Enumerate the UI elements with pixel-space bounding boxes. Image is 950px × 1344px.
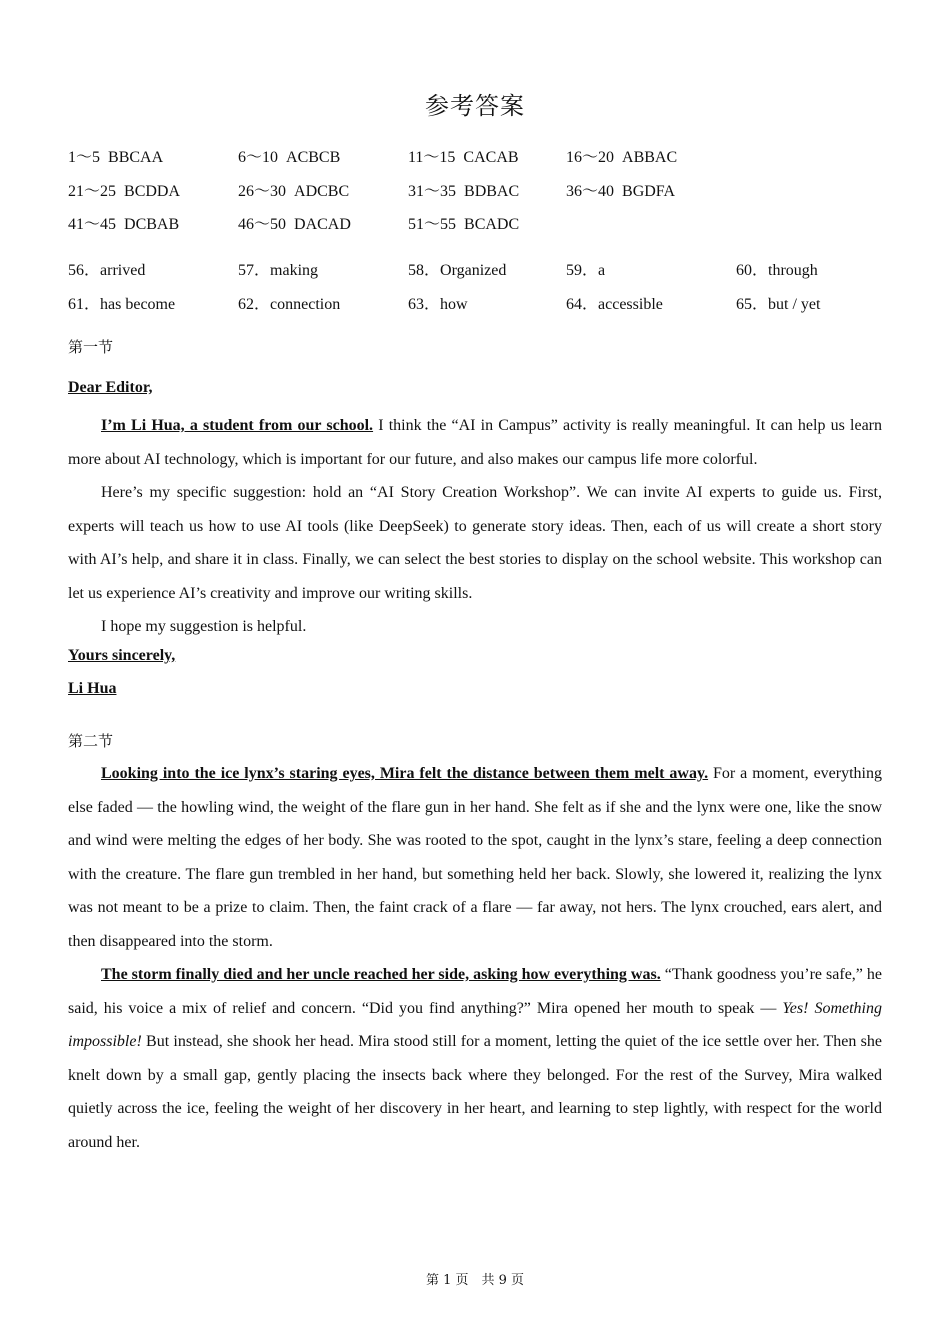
answer-item: 58．Organized <box>408 262 507 279</box>
answer-item: 64．accessible <box>566 295 663 313</box>
answer-item: 21～25 BCDDA <box>68 182 181 200</box>
answer-item: 31～35 BDBAC <box>408 182 520 200</box>
answer-item: 36～40 BGDFA <box>566 182 676 200</box>
signature: Li Hua <box>68 680 117 697</box>
letter-lead-sentence: I’m Li Hua, a student from our school. <box>101 417 374 434</box>
answer-item: 63．how <box>408 295 468 313</box>
page-footer: 第 1 页 共 9 页 <box>425 1273 525 1288</box>
answer-row <box>68 144 898 178</box>
answer-item: 41～45 DCBAB <box>68 216 180 233</box>
answer-item: 11～15 CACAB <box>408 149 519 166</box>
story-lead-sentence-2: The storm finally died and her uncle reached her side, asking how everything was. <box>101 966 661 983</box>
letter-paragraph-2: Here’s my specific suggestion: hold an “AI Story Creation Workshop”. We can invite AI experts to guide us. First, experts will teach us how to use AI tools (like DeepSeek) to generate story ideas. Then, each of us will create a short story with AI’s help, and share it in class. Finally, we can select the best stories to display on the school website. This workshop can let us experience AI’s creativity and improve our writing skills. <box>68 484 882 602</box>
story-paragraph-1: Looking into the ice lynx’s staring eyes, Mira felt the distance between them melt away. For a moment, everything else faded — the howling wind, the weight of the flare gun in her hand. She felt as if she and the lynx were one, like the snow and wind were melting the edges of her body. She was rooted to the spot, caught in the lynx’s stare, feeling a deep connection with the creature. The flare gun trembled in her hand, but something held her back. Slowly, she lowered it, realizing the lynx was not meant to be a prize to claim. Then, the faint crack of a flare — far away, not hers. The lynx crouched, ears alert, and then disappeared into the storm. <box>68 765 883 950</box>
answer-row <box>68 211 898 245</box>
letter-paragraph-3: I hope my suggestion is helpful. <box>101 618 307 635</box>
story-paragraph-2: The storm finally died and her uncle reached her side, asking how everything was. “Thank goodness you’re safe,” he said, his voice a mix of relief and concern. “Did you find anything?” Mira opened her mouth to speak — Yes! Something impossible! But instead, she shook her head. Mira stood still for a moment, letting the quiet of the ice settle over her. Then she knelt down by a small gap, gently placing the insects back where they belonged. For the rest of the Survey, Mira walked quietly across the ice, feeling the weight of her discovery in her heart, and learning to step lightly, with respect for the world around her. <box>68 966 883 1151</box>
closing: Yours sincerely, <box>68 647 176 664</box>
answer-item: 62．connection <box>238 295 341 313</box>
answer-item: 59．a <box>566 262 606 279</box>
answer-item: 16～20 ABBAC <box>566 149 678 166</box>
story-lead-sentence-1: Looking into the ice lynx’s staring eyes, Mira felt the distance between them melt away. <box>101 765 709 782</box>
answer-item: 6～10 ACBCB <box>238 149 341 166</box>
answer-item: 61．has become <box>68 295 176 313</box>
answer-item: 46～50 DACAD <box>238 216 351 233</box>
answer-row <box>68 178 898 212</box>
choice-answers <box>68 144 898 245</box>
page-title: 参考答案 <box>425 92 525 120</box>
answer-item: 57．making <box>238 262 319 279</box>
section-1-heading: 第一节 <box>68 338 114 356</box>
answer-item: 1～5 BBCAA <box>68 149 164 166</box>
answer-row <box>68 257 898 291</box>
answer-item: 65．but / yet <box>736 295 821 313</box>
section-2-heading: 第二节 <box>68 732 114 750</box>
letter-paragraph-1: I’m Li Hua, a student from our school. I think the “AI in Campus” activity is really meaningful. It can help us learn more about AI technology, which is important for our future, and also makes our campus life more colorful. <box>68 417 883 468</box>
answer-item: 26～30 ADCBC <box>238 182 350 200</box>
salutation: Dear Editor, <box>68 379 153 396</box>
answer-item: 51～55 BCADC <box>408 216 520 233</box>
answer-row <box>68 291 898 325</box>
fill-answers <box>68 257 898 324</box>
answer-item: 56．arrived <box>68 262 146 279</box>
answer-item: 60．through <box>736 262 818 279</box>
